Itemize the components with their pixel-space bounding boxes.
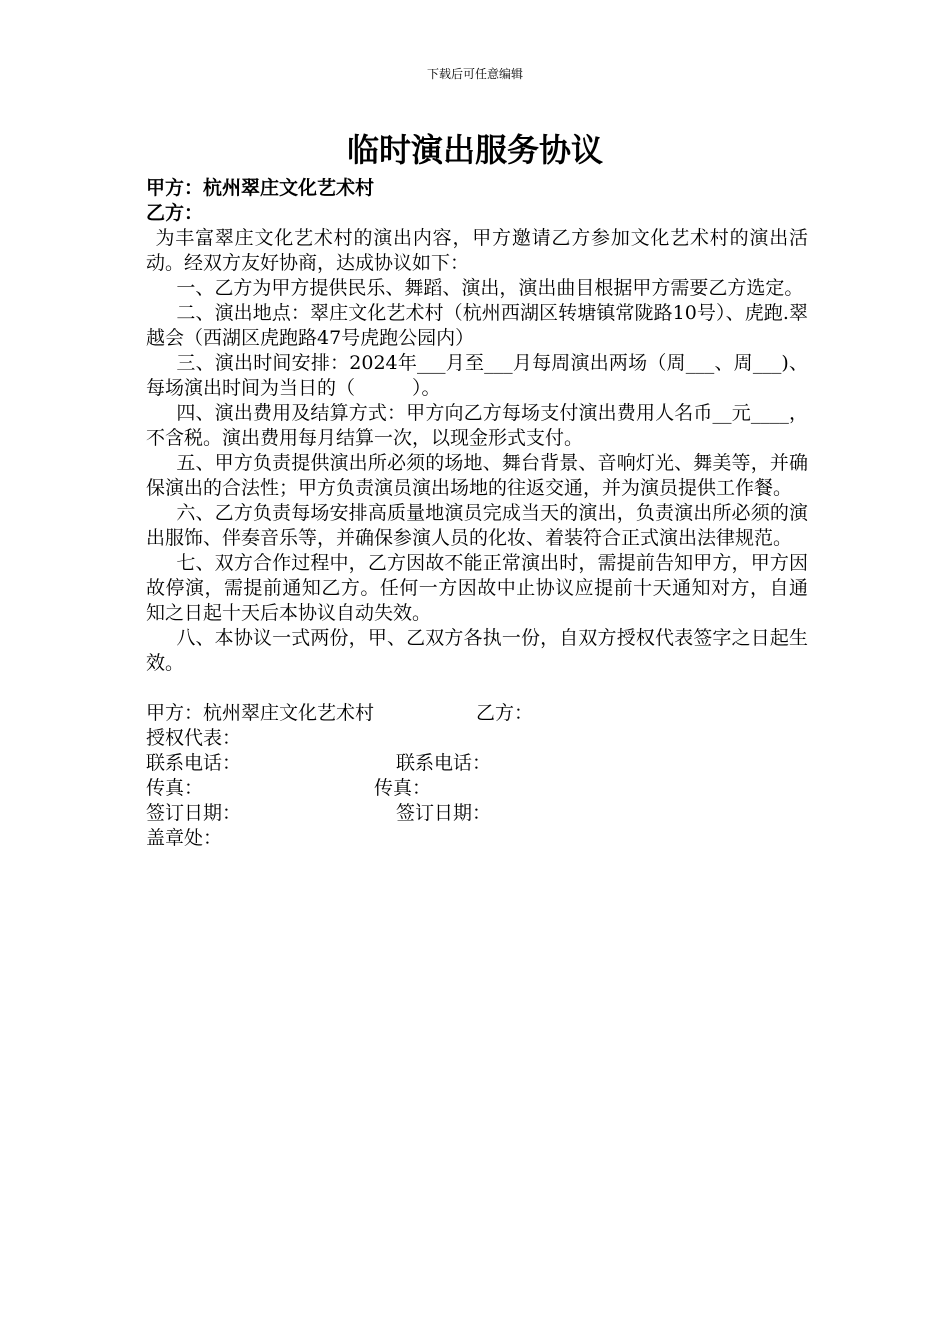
clause-4: 四、演出费用及结算方式：甲方向乙方每场支付演出费用人名币__元____，不含税。演出费用每月结算一次，以现金形式支付。 xyxy=(146,402,808,449)
party-b-heading: 乙方： xyxy=(146,202,204,224)
signature-party-b: 乙方： xyxy=(476,702,534,724)
clause-3: 三、演出时间安排：2024年___月至___月每周演出两场（周___、周___)、每场演出时间为当日的（ ）。 xyxy=(146,352,808,399)
signature-fax-b: 传真： xyxy=(374,777,432,799)
clause-7: 七、双方合作过程中，乙方因故不能正常演出时，需提前告知甲方，甲方因故停演，需提前通知乙方。任何一方因故中止协议应提前十天通知对方，自通知之日起十天后本协议自动失效。 xyxy=(146,552,808,624)
header-note: 下载后可任意编辑 xyxy=(426,67,523,81)
signature-fax-a: 传真： xyxy=(146,777,204,799)
signature-fax-line xyxy=(146,776,808,801)
signature-phone-line xyxy=(146,751,808,776)
document-title: 临时演出服务协议 xyxy=(346,131,603,169)
signature-party-line xyxy=(146,701,808,726)
party-a-heading: 甲方：杭州翠庄文化艺术村 xyxy=(146,177,375,199)
clause-1: 一、乙方为甲方提供民乐、舞蹈、演出，演出曲目根据甲方需要乙方选定。 xyxy=(176,277,804,299)
signature-date-a: 签订日期： xyxy=(146,802,242,824)
signature-party-a: 甲方：杭州翠庄文化艺术村 xyxy=(146,702,375,724)
intro-paragraph: 为丰富翠庄文化艺术村的演出内容，甲方邀请乙方参加文化艺术村的演出活动。经双方友好协商，达成协议如下： xyxy=(146,227,808,274)
signature-phone-b: 联系电话： xyxy=(396,752,492,774)
signature-seal-line xyxy=(146,826,808,851)
signature-date-b: 签订日期： xyxy=(396,802,492,824)
signature-phone-a: 联系电话： xyxy=(146,752,242,774)
signature-rep-line xyxy=(146,726,808,751)
clause-6: 六、乙方负责每场安排高质量地演员完成当天的演出，负责演出所必须的演出服饰、伴奏音乐等，并确保参演人员的化妆、着装符合正式演出法律规范。 xyxy=(146,502,808,549)
clause-8: 八、本协议一式两份，甲、乙双方各执一份，自双方授权代表签字之日起生效。 xyxy=(146,627,808,674)
signature-date-line xyxy=(146,801,808,826)
signature-rep: 授权代表： xyxy=(146,727,242,749)
signature-seal: 盖章处： xyxy=(146,827,223,849)
clause-5: 五、甲方负责提供演出所必须的场地、舞台背景、音响灯光、舞美等，并确保演出的合法性；甲方负责演员演出场地的往返交通，并为演员提供工作餐。 xyxy=(146,452,808,499)
document-body xyxy=(146,176,808,851)
clause-2: 二、演出地点：翠庄文化艺术村（杭州西湖区转塘镇常陇路10号）、虎跑.翠越会（西湖区虎跑路47号虎跑公园内） xyxy=(146,302,808,349)
